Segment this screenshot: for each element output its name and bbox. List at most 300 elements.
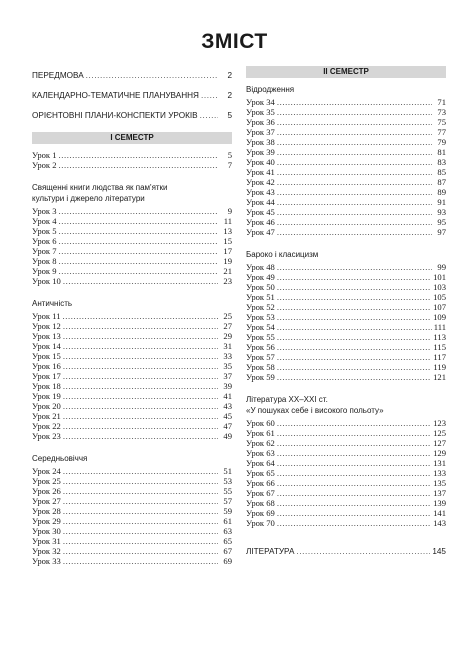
leader-dots (277, 227, 432, 237)
lesson-page: 59 (223, 506, 232, 516)
leader-dots (63, 311, 218, 321)
leader-dots (59, 160, 218, 170)
lesson-page: 63 (223, 526, 232, 536)
lesson-entry[interactable] (32, 401, 232, 411)
leader-dots (277, 157, 432, 167)
section-heading-line: Відродження (246, 85, 295, 94)
lesson-entry[interactable] (32, 160, 232, 170)
lesson-label: Урок 35 (246, 107, 275, 117)
lesson-label: Урок 42 (246, 177, 275, 187)
leader-dots (296, 542, 430, 562)
lesson-label: Урок 57 (246, 352, 275, 362)
leader-dots (277, 458, 431, 468)
leader-dots (63, 496, 218, 506)
lesson-entry[interactable] (246, 217, 446, 227)
leader-dots (277, 448, 431, 458)
lesson-entry[interactable] (32, 341, 232, 351)
lesson-entry[interactable] (246, 332, 446, 342)
right-sections (246, 84, 446, 528)
toc-entry-label: КАЛЕНДАРНО-ТЕМАТИЧНЕ ПЛАНУВАННЯ (32, 91, 199, 100)
toc-entry-page: 145 (432, 547, 446, 556)
section-heading-line: Античність (32, 299, 73, 308)
lesson-list (32, 311, 232, 441)
leader-dots (63, 391, 218, 401)
lesson-page: 75 (437, 117, 446, 127)
lesson-entry[interactable] (246, 227, 446, 237)
lesson-list (246, 418, 446, 528)
leader-dots (63, 476, 218, 486)
lesson-label: Урок 1 (32, 150, 57, 160)
lesson-entry[interactable] (32, 236, 232, 246)
page-title: ЗМІСТ (201, 30, 268, 53)
lesson-entry[interactable] (32, 546, 232, 556)
leader-dots (277, 302, 431, 312)
lesson-page: 125 (433, 428, 446, 438)
lesson-page: 31 (223, 341, 232, 351)
section-heading (246, 249, 446, 260)
lesson-label: Урок 52 (246, 302, 275, 312)
lesson-entry[interactable] (246, 488, 446, 498)
toc-right-column (246, 66, 446, 562)
lesson-entry[interactable] (246, 282, 446, 292)
lesson-label: Урок 49 (246, 272, 275, 282)
lesson-label: Урок 21 (32, 411, 61, 421)
lesson-entry[interactable] (246, 508, 446, 518)
leader-dots (277, 428, 431, 438)
leader-dots (277, 282, 431, 292)
toc-entry-page: 2 (227, 71, 232, 80)
lesson-label: Урок 25 (32, 476, 61, 486)
lesson-page: 37 (223, 371, 232, 381)
lesson-entry[interactable] (246, 187, 446, 197)
leader-dots (277, 322, 432, 332)
semester-banner: ІІ СЕМЕСТР (246, 66, 446, 78)
lesson-label: Урок 14 (32, 341, 61, 351)
lesson-label: Урок 46 (246, 217, 275, 227)
lesson-entry[interactable] (32, 246, 232, 256)
lesson-entry[interactable] (246, 147, 446, 157)
leader-dots (63, 351, 218, 361)
leader-dots (277, 272, 431, 282)
leader-dots (63, 516, 218, 526)
leader-dots (59, 266, 218, 276)
leader-dots (277, 372, 431, 382)
lesson-entry[interactable] (246, 97, 446, 107)
lesson-page: 69 (223, 556, 232, 566)
toc-entry-lesson-plans[interactable] (32, 106, 232, 126)
lesson-entry[interactable] (32, 421, 232, 431)
lesson-entry[interactable] (32, 276, 232, 286)
leader-dots (63, 401, 218, 411)
lesson-page: 141 (433, 508, 446, 518)
lesson-label: Урок 12 (32, 321, 61, 331)
section-heading-line: Священні книги людства як пам'ятки (32, 183, 168, 192)
toc-entry-label: ЛІТЕРАТУРА (246, 547, 295, 556)
leader-dots (277, 312, 431, 322)
lesson-page: 41 (223, 391, 232, 401)
leader-dots (59, 216, 218, 226)
leader-dots (59, 226, 218, 236)
leader-dots (63, 431, 218, 441)
lesson-entry[interactable] (32, 206, 232, 216)
lesson-entry[interactable] (246, 352, 446, 362)
lesson-page: 143 (433, 518, 446, 528)
section-heading (246, 84, 446, 95)
lesson-label: Урок 60 (246, 418, 275, 428)
lesson-label: Урок 64 (246, 458, 275, 468)
lesson-entry[interactable] (32, 516, 232, 526)
lesson-entry[interactable] (246, 468, 446, 478)
lesson-page: 47 (223, 421, 232, 431)
lesson-page: 11 (223, 216, 232, 226)
lesson-entry[interactable] (246, 207, 446, 217)
toc-entry-label: ОРІЄНТОВНІ ПЛАНИ-КОНСПЕКТИ УРОКІВ (32, 111, 198, 120)
lesson-label: Урок 55 (246, 332, 275, 342)
section-heading (32, 182, 232, 204)
lesson-page: 23 (223, 276, 232, 286)
lesson-page: 25 (223, 311, 232, 321)
lesson-label: Урок 16 (32, 361, 61, 371)
lesson-page: 117 (433, 352, 446, 362)
leader-dots (277, 262, 432, 272)
lesson-page: 123 (433, 418, 446, 428)
lesson-label: Урок 10 (32, 276, 61, 286)
lesson-label: Урок 27 (32, 496, 61, 506)
lesson-page: 61 (223, 516, 232, 526)
lesson-entry[interactable] (32, 226, 232, 236)
lesson-entry[interactable] (32, 476, 232, 486)
lesson-label: Урок 70 (246, 518, 275, 528)
lesson-page: 19 (223, 256, 232, 266)
leader-dots (277, 187, 432, 197)
leader-dots (63, 276, 218, 286)
lesson-label: Урок 29 (32, 516, 61, 526)
lesson-page: 9 (227, 206, 232, 216)
lesson-page: 39 (223, 381, 232, 391)
lesson-label: Урок 39 (246, 147, 275, 157)
lesson-page: 115 (433, 342, 446, 352)
lesson-page: 77 (437, 127, 446, 137)
lesson-list (246, 97, 446, 237)
lesson-entry[interactable] (246, 177, 446, 187)
toc-left-column (32, 66, 232, 566)
leader-dots (277, 97, 432, 107)
lesson-label: Урок 51 (246, 292, 275, 302)
lesson-entry[interactable] (246, 428, 446, 438)
leader-dots (277, 127, 432, 137)
lesson-page: 91 (437, 197, 446, 207)
lesson-entry[interactable] (246, 312, 446, 322)
lesson-entry[interactable] (246, 197, 446, 207)
lesson-entry[interactable] (246, 518, 446, 528)
lesson-label: Урок 24 (32, 466, 61, 476)
lesson-label: Урок 69 (246, 508, 275, 518)
lesson-entry[interactable] (32, 526, 232, 536)
lesson-label: Урок 28 (32, 506, 61, 516)
lesson-label: Урок 45 (246, 207, 275, 217)
lesson-page: 45 (223, 411, 232, 421)
leader-dots (277, 217, 432, 227)
lesson-page: 73 (437, 107, 446, 117)
lesson-page: 93 (437, 207, 446, 217)
lesson-page: 135 (433, 478, 446, 488)
leader-dots (63, 466, 218, 476)
lesson-entry[interactable] (246, 107, 446, 117)
lesson-page: 5 (227, 150, 232, 160)
leader-dots (277, 167, 432, 177)
leader-dots (59, 246, 218, 256)
leader-dots (277, 137, 432, 147)
lesson-page: 27 (223, 321, 232, 331)
lesson-list (32, 206, 232, 286)
lesson-label: Урок 63 (246, 448, 275, 458)
section-heading-line: культури і джерело літератури (32, 194, 145, 203)
lesson-entry[interactable] (246, 302, 446, 312)
toc-entry-calendar-plan[interactable] (32, 86, 232, 106)
lesson-label: Урок 65 (246, 468, 275, 478)
leader-dots (277, 478, 431, 488)
lesson-list (32, 466, 232, 566)
lesson-entry[interactable] (32, 256, 232, 266)
lesson-label: Урок 44 (246, 197, 275, 207)
lesson-label: Урок 13 (32, 331, 61, 341)
leader-dots (277, 207, 432, 217)
leader-dots (63, 546, 218, 556)
lesson-entry[interactable] (246, 322, 446, 332)
leader-dots (86, 66, 218, 86)
leader-dots (200, 106, 218, 126)
lesson-page: 35 (223, 361, 232, 371)
leader-dots (277, 177, 432, 187)
lesson-entry[interactable] (246, 272, 446, 282)
lesson-page: 79 (437, 137, 446, 147)
left-sections (32, 182, 232, 566)
lesson-page: 17 (223, 246, 232, 256)
section-heading-line: «У пошуках себе і високого польоту» (246, 406, 384, 415)
lesson-entry[interactable] (32, 361, 232, 371)
lesson-page: 139 (433, 498, 446, 508)
leader-dots (63, 341, 218, 351)
lesson-label: Урок 34 (246, 97, 275, 107)
lesson-page: 107 (433, 302, 446, 312)
lesson-label: Урок 56 (246, 342, 275, 352)
leader-dots (201, 86, 218, 106)
lesson-page: 119 (433, 362, 446, 372)
lesson-label: Урок 23 (32, 431, 61, 441)
leader-dots (277, 147, 432, 157)
lesson-label: Урок 3 (32, 206, 57, 216)
leader-dots (277, 362, 432, 372)
lesson-label: Урок 43 (246, 187, 275, 197)
leader-dots (63, 486, 218, 496)
lesson-entry[interactable] (32, 506, 232, 516)
lesson-label: Урок 9 (32, 266, 57, 276)
lesson-label: Урок 7 (32, 246, 57, 256)
lesson-list (246, 262, 446, 382)
lesson-label: Урок 32 (32, 546, 61, 556)
lesson-entry[interactable] (246, 157, 446, 167)
lesson-entry[interactable] (246, 167, 446, 177)
lesson-page: 43 (223, 401, 232, 411)
lesson-label: Урок 68 (246, 498, 275, 508)
lesson-label: Урок 38 (246, 137, 275, 147)
lesson-entry[interactable] (246, 498, 446, 508)
leader-dots (277, 468, 431, 478)
intro-lessons (32, 150, 232, 170)
section-heading-line: Середньовіччя (32, 454, 88, 463)
leader-dots (63, 536, 218, 546)
lesson-label: Урок 37 (246, 127, 275, 137)
leader-dots (277, 342, 432, 352)
section-heading-line: Бароко і класицизм (246, 250, 319, 259)
leader-dots (63, 526, 218, 536)
lesson-page: 95 (437, 217, 446, 227)
toc-top-entries (32, 66, 232, 126)
lesson-page: 109 (433, 312, 446, 322)
lesson-entry[interactable] (246, 458, 446, 468)
lesson-page: 131 (433, 458, 446, 468)
lesson-page: 101 (433, 272, 446, 282)
lesson-page: 83 (437, 157, 446, 167)
leader-dots (63, 361, 218, 371)
leader-dots (277, 107, 432, 117)
leader-dots (277, 292, 431, 302)
lesson-entry[interactable] (32, 216, 232, 226)
lesson-entry[interactable] (32, 496, 232, 506)
lesson-label: Урок 59 (246, 372, 275, 382)
toc-entry-literature[interactable] (246, 542, 446, 562)
lesson-page: 133 (433, 468, 446, 478)
semester-banner: І СЕМЕСТР (32, 132, 232, 144)
lesson-entry[interactable] (32, 331, 232, 341)
lesson-page: 87 (437, 177, 446, 187)
lesson-entry[interactable] (32, 466, 232, 476)
lesson-page: 111 (433, 322, 446, 332)
lesson-entry[interactable] (32, 381, 232, 391)
lesson-label: Урок 8 (32, 256, 57, 266)
lesson-entry[interactable] (32, 371, 232, 381)
lesson-label: Урок 19 (32, 391, 61, 401)
lesson-label: Урок 48 (246, 262, 275, 272)
lesson-label: Урок 15 (32, 351, 61, 361)
leader-dots (63, 506, 218, 516)
lesson-entry[interactable] (246, 117, 446, 127)
lesson-page: 105 (433, 292, 446, 302)
lesson-entry[interactable] (32, 411, 232, 421)
leader-dots (63, 381, 218, 391)
lesson-entry[interactable] (32, 311, 232, 321)
lesson-page: 97 (437, 227, 446, 237)
leader-dots (63, 331, 218, 341)
lesson-page: 103 (433, 282, 446, 292)
lesson-entry[interactable] (246, 448, 446, 458)
toc-entry-foreword[interactable] (32, 66, 232, 86)
lesson-entry[interactable] (32, 391, 232, 401)
lesson-label: Урок 11 (32, 311, 61, 321)
lesson-entry[interactable] (246, 418, 446, 428)
lesson-entry[interactable] (246, 292, 446, 302)
leader-dots (59, 256, 218, 266)
lesson-page: 15 (223, 236, 232, 246)
lesson-entry[interactable] (32, 536, 232, 546)
lesson-page: 113 (433, 332, 446, 342)
lesson-label: Урок 17 (32, 371, 61, 381)
lesson-label: Урок 66 (246, 478, 275, 488)
lesson-label: Урок 36 (246, 117, 275, 127)
lesson-entry[interactable] (246, 438, 446, 448)
lesson-page: 29 (223, 331, 232, 341)
leader-dots (277, 332, 432, 342)
lesson-page: 55 (223, 486, 232, 496)
lesson-entry[interactable] (246, 127, 446, 137)
lesson-page: 81 (437, 147, 446, 157)
lesson-entry[interactable] (32, 556, 232, 566)
lesson-label: Урок 18 (32, 381, 61, 391)
leader-dots (277, 498, 431, 508)
lesson-page: 65 (223, 536, 232, 546)
section-heading (32, 298, 232, 309)
lesson-entry[interactable] (32, 150, 232, 160)
lesson-label: Урок 4 (32, 216, 57, 226)
lesson-entry[interactable] (32, 351, 232, 361)
toc-entry-page: 2 (227, 91, 232, 100)
toc-entry-page: 5 (227, 111, 232, 120)
section-heading (246, 394, 446, 416)
lesson-label: Урок 53 (246, 312, 275, 322)
leader-dots (59, 236, 218, 246)
lesson-label: Урок 47 (246, 227, 275, 237)
lesson-page: 67 (223, 546, 232, 556)
lesson-entry[interactable] (32, 486, 232, 496)
leader-dots (277, 508, 431, 518)
lesson-page: 13 (223, 226, 232, 236)
lesson-page: 53 (223, 476, 232, 486)
lesson-entry[interactable] (32, 431, 232, 441)
leader-dots (63, 321, 218, 331)
lesson-entry[interactable] (32, 266, 232, 276)
toc-entry-label: ПЕРЕДМОВА (32, 71, 84, 80)
lesson-label: Урок 61 (246, 428, 275, 438)
lesson-label: Урок 41 (246, 167, 275, 177)
section-heading (32, 453, 232, 464)
leader-dots (277, 518, 431, 528)
lesson-label: Урок 50 (246, 282, 275, 292)
lesson-label: Урок 6 (32, 236, 57, 246)
lesson-entry[interactable] (246, 137, 446, 147)
lesson-entry[interactable] (32, 321, 232, 331)
lesson-entry[interactable] (246, 262, 446, 272)
lesson-page: 85 (437, 167, 446, 177)
lesson-label: Урок 5 (32, 226, 57, 236)
lesson-page: 49 (223, 431, 232, 441)
lesson-label: Урок 54 (246, 322, 275, 332)
lesson-page: 33 (223, 351, 232, 361)
leader-dots (277, 352, 432, 362)
lesson-entry[interactable] (246, 372, 446, 382)
lesson-entry[interactable] (246, 478, 446, 488)
leader-dots (277, 488, 431, 498)
lesson-label: Урок 31 (32, 536, 61, 546)
leader-dots (277, 438, 431, 448)
lesson-label: Урок 2 (32, 160, 57, 170)
lesson-label: Урок 26 (32, 486, 61, 496)
lesson-page: 129 (433, 448, 446, 458)
lesson-entry[interactable] (246, 362, 446, 372)
lesson-entry[interactable] (246, 342, 446, 352)
lesson-page: 21 (223, 266, 232, 276)
lesson-label: Урок 30 (32, 526, 61, 536)
leader-dots (63, 421, 218, 431)
